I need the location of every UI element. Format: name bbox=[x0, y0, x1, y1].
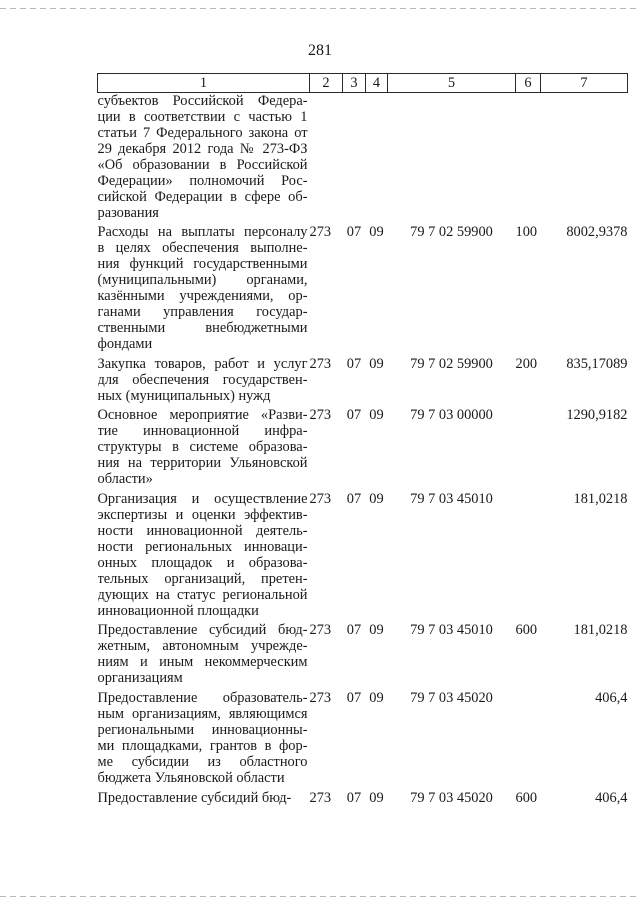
page-number: 281 bbox=[308, 42, 332, 59]
header-col-4: 4 bbox=[366, 74, 388, 93]
row-expense-type-code: 600 bbox=[515, 622, 538, 638]
description-line: региональными инновационны- bbox=[97, 722, 308, 738]
row-description bbox=[98, 786, 310, 806]
row-description bbox=[98, 686, 310, 786]
description-line: казёнными учреждениями, ор- bbox=[97, 288, 308, 304]
description-line: ности региональных инноваци- bbox=[97, 539, 308, 555]
row-description bbox=[98, 487, 310, 619]
header-col-7: 7 bbox=[541, 74, 628, 93]
header-col-6: 6 bbox=[516, 74, 541, 93]
row-amount: 181,0218 bbox=[573, 491, 628, 507]
description-line: тельных организаций, претен- bbox=[97, 571, 308, 587]
description-line: жетным, автономным учрежде- bbox=[97, 638, 308, 654]
row-subsection-code: 09 bbox=[369, 407, 384, 423]
row-section-code: 07 bbox=[346, 690, 362, 706]
table-body bbox=[98, 93, 628, 807]
row-subsection-code bbox=[366, 93, 388, 222]
description-line: инновационной площадки bbox=[97, 603, 259, 619]
row-grbs-code: 273 bbox=[309, 790, 332, 806]
row-amount bbox=[541, 93, 628, 222]
description-line: «Об образовании в Российской bbox=[97, 157, 308, 173]
row-grbs-code bbox=[310, 93, 343, 222]
budget-table bbox=[97, 73, 628, 806]
description-line: Федерации» полномочий Рос- bbox=[97, 173, 308, 189]
row-description bbox=[98, 93, 310, 222]
bottom-margin-line bbox=[0, 896, 640, 897]
description-line: ности инновационной деятель- bbox=[97, 523, 308, 539]
row-target-article-code: 79 7 02 59900 bbox=[410, 356, 493, 372]
description-line: Предоставление субсидий бюд- bbox=[97, 622, 308, 638]
description-line: ме субсидии из областного bbox=[97, 754, 308, 770]
description-line: ных (муниципальных) нужд bbox=[97, 388, 271, 404]
row-expense-type-code bbox=[516, 93, 541, 222]
row-subsection-code: 09 bbox=[369, 690, 384, 706]
description-line: дующих на статус региональной bbox=[97, 587, 308, 603]
description-line: для обеспечения государствен- bbox=[97, 372, 308, 388]
row-target-article-code: 79 7 03 45010 bbox=[410, 622, 493, 638]
description-line: ния функций государственными bbox=[97, 256, 308, 272]
description-line: разования bbox=[97, 205, 159, 221]
table-header-row bbox=[98, 74, 628, 93]
description-line: Организация и осуществление bbox=[97, 491, 308, 507]
row-subsection-code: 09 bbox=[369, 224, 384, 240]
table-row bbox=[98, 686, 628, 786]
table-row bbox=[98, 93, 628, 222]
row-target-article-code: 79 7 03 45020 bbox=[410, 790, 493, 806]
row-section-code: 07 bbox=[346, 491, 362, 507]
description-line: Основное мероприятие «Разви- bbox=[97, 407, 308, 423]
description-line: сийской Федерации в сфере об- bbox=[97, 189, 308, 205]
row-amount: 835,17089 bbox=[566, 356, 628, 372]
description-line: области» bbox=[97, 471, 153, 487]
description-line: Предоставление субсидий бюд- bbox=[97, 790, 292, 806]
row-target-article-code: 79 7 03 00000 bbox=[410, 407, 493, 423]
top-margin-line bbox=[0, 8, 640, 9]
row-section-code: 07 bbox=[346, 622, 362, 638]
description-line: ным организациям, являющимся bbox=[97, 706, 308, 722]
header-col-2: 2 bbox=[310, 74, 343, 93]
header-col-5: 5 bbox=[388, 74, 516, 93]
row-description bbox=[98, 352, 310, 404]
table-row bbox=[98, 487, 628, 619]
row-amount: 181,0218 bbox=[573, 622, 628, 638]
description-line: статьи 7 Федерального закона от bbox=[97, 125, 308, 141]
description-line: ниям и иным некоммерческим bbox=[97, 654, 308, 670]
description-line: фондами bbox=[97, 336, 153, 352]
row-expense-type-code: 200 bbox=[515, 356, 538, 372]
description-line: ми площадками, грантов в фор- bbox=[97, 738, 308, 754]
description-line: Расходы на выплаты персоналу bbox=[97, 224, 308, 240]
description-line: 29 декабря 2012 года № 273-ФЗ bbox=[97, 141, 308, 157]
description-line: экспертизы и оценки эффектив- bbox=[97, 507, 308, 523]
row-subsection-code: 09 bbox=[369, 622, 384, 638]
row-description bbox=[98, 404, 310, 487]
description-line: субъектов Российской Федера- bbox=[97, 93, 308, 109]
row-amount: 1290,9182 bbox=[566, 407, 628, 423]
row-section-code: 07 bbox=[346, 790, 362, 806]
description-line: ганами управления государ- bbox=[97, 304, 308, 320]
description-line: Закупка товаров, работ и услуг bbox=[97, 356, 308, 372]
table-row bbox=[98, 786, 628, 806]
table-row bbox=[98, 221, 628, 352]
row-amount: 406,4 bbox=[595, 790, 628, 806]
header-col-1: 1 bbox=[98, 74, 310, 93]
description-line: онных площадок и образова- bbox=[97, 555, 308, 571]
row-expense-type-code bbox=[516, 487, 541, 619]
row-subsection-code: 09 bbox=[369, 356, 384, 372]
row-section-code: 07 bbox=[346, 224, 362, 240]
row-subsection-code: 09 bbox=[369, 790, 384, 806]
table-row bbox=[98, 352, 628, 404]
row-target-article-code: 79 7 03 45010 bbox=[410, 491, 493, 507]
description-line: ции в соответствии с частью 1 bbox=[97, 109, 308, 125]
row-description bbox=[98, 221, 310, 352]
row-grbs-code: 273 bbox=[309, 622, 332, 638]
description-line: тие инновационной инфра- bbox=[97, 423, 308, 439]
row-section-code bbox=[343, 93, 366, 222]
row-description bbox=[98, 619, 310, 686]
description-line: ния на территории Ульяновской bbox=[97, 455, 308, 471]
description-line: ственными внебюджетными bbox=[97, 320, 308, 336]
row-grbs-code: 273 bbox=[309, 356, 332, 372]
description-line: структуры в системе образова- bbox=[97, 439, 308, 455]
row-subsection-code: 09 bbox=[369, 491, 384, 507]
description-line: Предоставление образователь- bbox=[97, 690, 308, 706]
description-line: организациям bbox=[97, 670, 183, 686]
description-line: в целях обеспечения выполне- bbox=[97, 240, 308, 256]
row-grbs-code: 273 bbox=[309, 224, 332, 240]
row-grbs-code: 273 bbox=[309, 690, 332, 706]
row-target-article-code bbox=[388, 93, 516, 222]
row-expense-type-code: 600 bbox=[515, 790, 538, 806]
row-section-code: 07 bbox=[346, 407, 362, 423]
table-row bbox=[98, 404, 628, 487]
row-section-code: 07 bbox=[346, 356, 362, 372]
row-amount: 406,4 bbox=[595, 690, 628, 706]
table-row bbox=[98, 619, 628, 686]
row-grbs-code: 273 bbox=[309, 491, 332, 507]
row-expense-type-code bbox=[516, 686, 541, 786]
row-grbs-code: 273 bbox=[309, 407, 332, 423]
row-amount: 8002,9378 bbox=[566, 224, 628, 240]
description-line: бюджета Ульяновской области bbox=[97, 770, 285, 786]
description-line: (муниципальными) органами, bbox=[97, 272, 308, 288]
row-target-article-code: 79 7 02 59900 bbox=[410, 224, 493, 240]
row-target-article-code: 79 7 03 45020 bbox=[410, 690, 493, 706]
row-expense-type-code: 100 bbox=[515, 224, 538, 240]
row-expense-type-code bbox=[516, 404, 541, 487]
header-col-3: 3 bbox=[343, 74, 366, 93]
